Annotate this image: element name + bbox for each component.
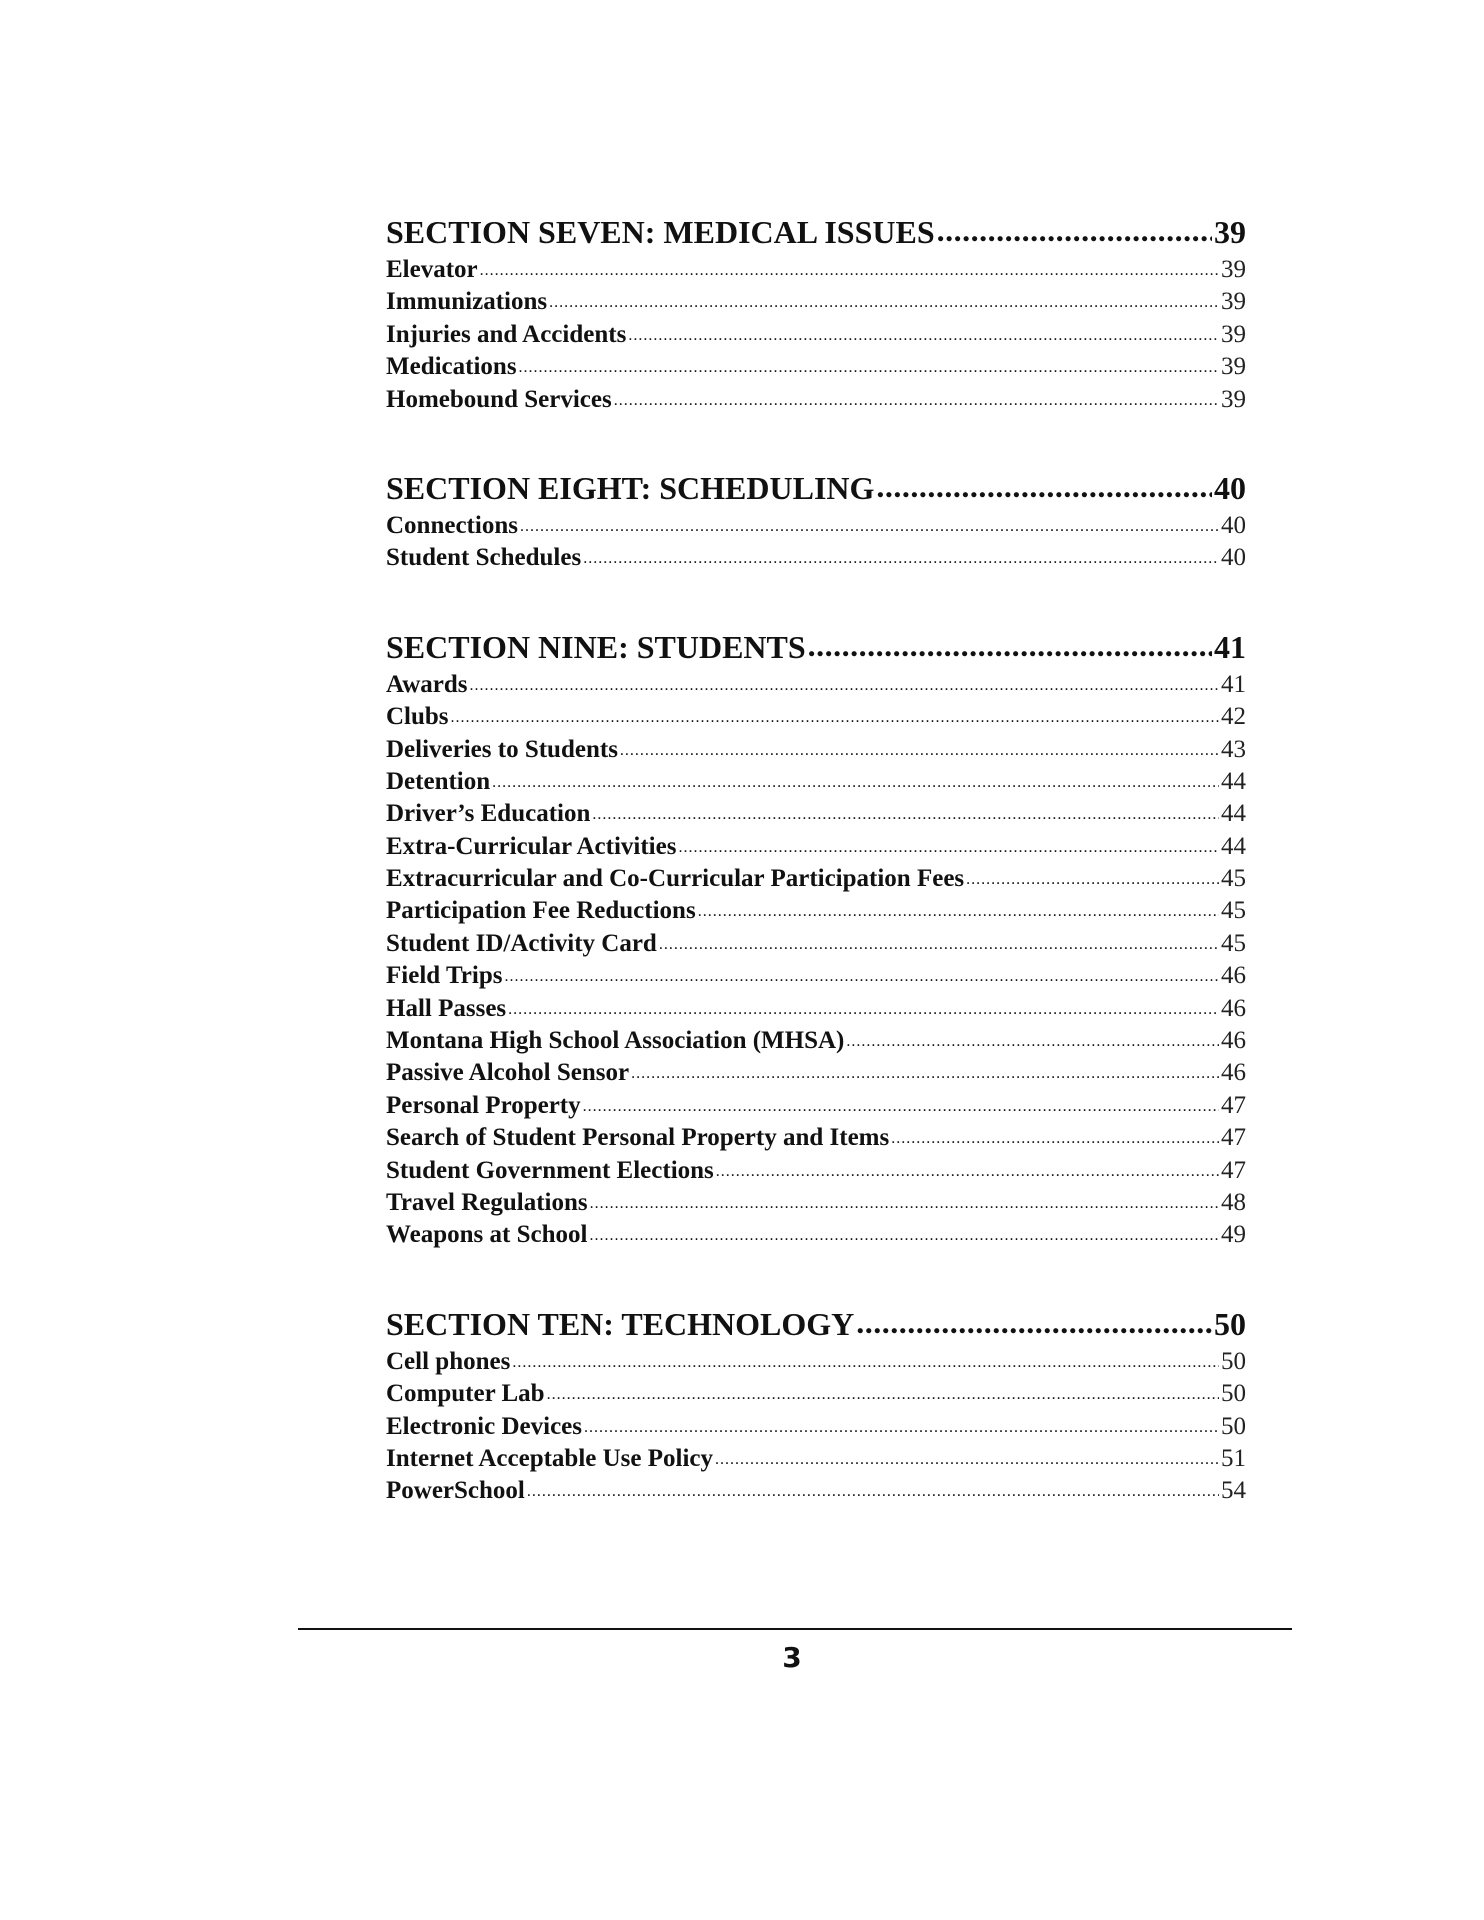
dot-leader	[891, 1123, 1219, 1155]
entry-page-number: 39	[1221, 256, 1246, 283]
entry-page-number: 41	[1221, 670, 1246, 698]
entry-page-number: 42	[1221, 703, 1246, 731]
toc-entry[interactable]	[386, 1411, 1246, 1443]
toc-entry[interactable]	[386, 766, 1246, 798]
toc-entry[interactable]	[386, 1187, 1246, 1219]
footer-page-number: 3	[782, 1641, 802, 1674]
dot-leader	[856, 1300, 1212, 1344]
entry-page-number: 49	[1221, 1221, 1246, 1249]
toc-entry[interactable]	[386, 1057, 1246, 1089]
toc-entry[interactable]	[386, 1122, 1246, 1154]
entry-page-number: 39	[1221, 320, 1246, 348]
section-page-number: 50	[1214, 1305, 1246, 1342]
entry-label: Cell phones	[386, 1347, 511, 1375]
toc-section	[386, 625, 1246, 1252]
section-heading[interactable]	[386, 210, 1246, 254]
toc-entry[interactable]	[386, 1025, 1246, 1057]
dot-leader	[846, 1026, 1219, 1058]
entry-label: Weapons at School	[386, 1221, 588, 1249]
toc-entry[interactable]	[386, 510, 1246, 542]
entry-page-number: 39	[1221, 288, 1246, 316]
toc-entry[interactable]	[386, 1219, 1246, 1251]
dot-leader	[583, 543, 1219, 575]
dot-leader	[508, 994, 1219, 1026]
entry-label: Participation Fee Reductions	[386, 897, 696, 925]
dot-leader	[698, 896, 1219, 928]
toc-entry[interactable]	[386, 798, 1246, 830]
dot-leader	[876, 464, 1212, 508]
entry-page-number: 50	[1221, 1347, 1246, 1375]
entry-label: Elevator	[386, 256, 478, 283]
toc-entry[interactable]	[386, 993, 1246, 1025]
entry-label: Deliveries to Students	[386, 735, 618, 763]
entry-page-number: 50	[1221, 1380, 1246, 1408]
entry-page-number: 46	[1221, 1059, 1246, 1087]
dot-leader	[451, 702, 1219, 734]
toc-section	[386, 466, 1246, 575]
dot-leader	[715, 1444, 1219, 1476]
toc-entry[interactable]	[386, 1443, 1246, 1475]
dot-leader	[937, 208, 1212, 252]
section-title: SECTION NINE: STUDENTS	[386, 628, 806, 665]
dot-leader	[520, 511, 1219, 543]
entry-label: Detention	[386, 767, 491, 795]
dot-leader	[584, 1412, 1219, 1444]
entry-label: Injuries and Accidents	[386, 320, 627, 348]
entry-label: Immunizations	[386, 288, 548, 316]
entry-page-number: 46	[1221, 1027, 1246, 1055]
entry-page-number: 45	[1221, 865, 1246, 893]
dot-leader	[547, 1379, 1219, 1411]
toc-entry[interactable]	[386, 831, 1246, 863]
entry-page-number: 54	[1221, 1477, 1246, 1505]
entry-page-number: 39	[1221, 353, 1246, 381]
entry-page-number: 47	[1221, 1156, 1246, 1184]
entry-page-number: 51	[1221, 1444, 1246, 1472]
section-heading[interactable]	[386, 1302, 1246, 1346]
section-page-number: 40	[1214, 469, 1246, 506]
entry-label: Travel Regulations	[386, 1188, 588, 1216]
toc-section	[386, 210, 1246, 416]
entry-label: Montana High School Association (MHSA)	[386, 1027, 845, 1055]
footer-divider	[298, 1628, 1292, 1630]
dot-leader	[469, 670, 1219, 702]
entry-label: Field Trips	[386, 962, 503, 990]
dot-leader	[512, 1347, 1219, 1379]
entry-page-number: 50	[1221, 1412, 1246, 1440]
dot-leader	[808, 623, 1212, 667]
toc-entry[interactable]	[386, 863, 1246, 895]
entry-page-number: 47	[1221, 1124, 1246, 1152]
dot-leader	[519, 352, 1219, 384]
table-of-contents	[386, 210, 1246, 1508]
toc-entry[interactable]	[386, 669, 1246, 701]
toc-entry[interactable]	[386, 286, 1246, 318]
dot-leader	[504, 961, 1219, 993]
toc-entry[interactable]	[386, 1475, 1246, 1507]
entry-label: Student Schedules	[386, 544, 582, 572]
entry-label: Passive Alcohol Sensor	[386, 1059, 630, 1087]
dot-leader	[549, 287, 1219, 319]
dot-leader	[527, 1476, 1219, 1508]
toc-section	[386, 1302, 1246, 1508]
dot-leader	[614, 385, 1219, 417]
entry-label: Extracurricular and Co-Curricular Participation Fees	[386, 865, 965, 893]
entry-page-number: 46	[1221, 962, 1246, 990]
entry-page-number: 48	[1221, 1188, 1246, 1216]
dot-leader	[480, 255, 1219, 287]
dot-leader	[492, 767, 1219, 799]
dot-leader	[628, 320, 1219, 352]
dot-leader	[716, 1156, 1219, 1188]
entry-label: Student ID/Activity Card	[386, 929, 657, 957]
entry-page-number: 45	[1221, 929, 1246, 957]
entry-label: Search of Student Personal Property and Items	[386, 1124, 890, 1152]
toc-entry[interactable]	[386, 351, 1246, 383]
dot-leader	[659, 929, 1219, 961]
entry-page-number: 44	[1221, 767, 1246, 795]
toc-entry[interactable]	[386, 734, 1246, 766]
entry-page-number: 44	[1221, 832, 1246, 860]
toc-entry[interactable]	[386, 254, 1246, 286]
entry-label: Awards	[386, 670, 468, 698]
entry-page-number: 46	[1221, 994, 1246, 1022]
entry-label: Clubs	[386, 703, 449, 731]
section-page-number: 39	[1214, 214, 1246, 250]
entry-page-number: 47	[1221, 1091, 1246, 1119]
toc-entry[interactable]	[386, 542, 1246, 574]
entry-label: Extra-Curricular Activities	[386, 832, 677, 860]
dot-leader	[590, 1188, 1219, 1220]
section-page-number: 41	[1214, 628, 1246, 665]
dot-leader	[631, 1058, 1219, 1090]
dot-leader	[966, 864, 1219, 896]
section-title: SECTION TEN: TECHNOLOGY	[386, 1305, 855, 1342]
entry-label: Computer Lab	[386, 1380, 545, 1408]
toc-entry[interactable]	[386, 319, 1246, 351]
entry-page-number: 40	[1221, 544, 1246, 572]
entry-label: Student Government Elections	[386, 1156, 714, 1184]
dot-leader	[583, 1091, 1219, 1123]
section-title: SECTION SEVEN: MEDICAL ISSUES	[386, 214, 935, 250]
toc-entry[interactable]	[386, 960, 1246, 992]
toc-entry[interactable]	[386, 928, 1246, 960]
entry-label: Internet Acceptable Use Policy	[386, 1444, 714, 1472]
entry-page-number: 45	[1221, 897, 1246, 925]
section-title: SECTION EIGHT: SCHEDULING	[386, 469, 875, 506]
entry-label: PowerSchool	[386, 1477, 525, 1505]
toc-entry[interactable]	[386, 384, 1246, 416]
entry-label: Homebound Services	[386, 385, 612, 413]
toc-entry[interactable]	[386, 1346, 1246, 1378]
section-heading[interactable]	[386, 466, 1246, 510]
entry-label: Driver’s Education	[386, 800, 591, 828]
entry-page-number: 43	[1221, 735, 1246, 763]
entry-label: Hall Passes	[386, 994, 507, 1022]
section-heading[interactable]	[386, 625, 1246, 669]
entry-page-number: 44	[1221, 800, 1246, 828]
dot-leader	[589, 1220, 1219, 1252]
entry-label: Electronic Devices	[386, 1412, 582, 1440]
toc-entry[interactable]	[386, 895, 1246, 927]
toc-entry[interactable]	[386, 1155, 1246, 1187]
toc-entry[interactable]	[386, 1378, 1246, 1410]
toc-entry[interactable]	[386, 1090, 1246, 1122]
entry-label: Medications	[386, 353, 517, 381]
dot-leader	[592, 799, 1219, 831]
entry-label: Personal Property	[386, 1091, 581, 1119]
entry-page-number: 40	[1221, 511, 1246, 539]
toc-entry[interactable]	[386, 701, 1246, 733]
entry-page-number: 39	[1221, 385, 1246, 413]
dot-leader	[620, 735, 1219, 767]
dot-leader	[678, 832, 1219, 864]
entry-label: Connections	[386, 511, 518, 539]
